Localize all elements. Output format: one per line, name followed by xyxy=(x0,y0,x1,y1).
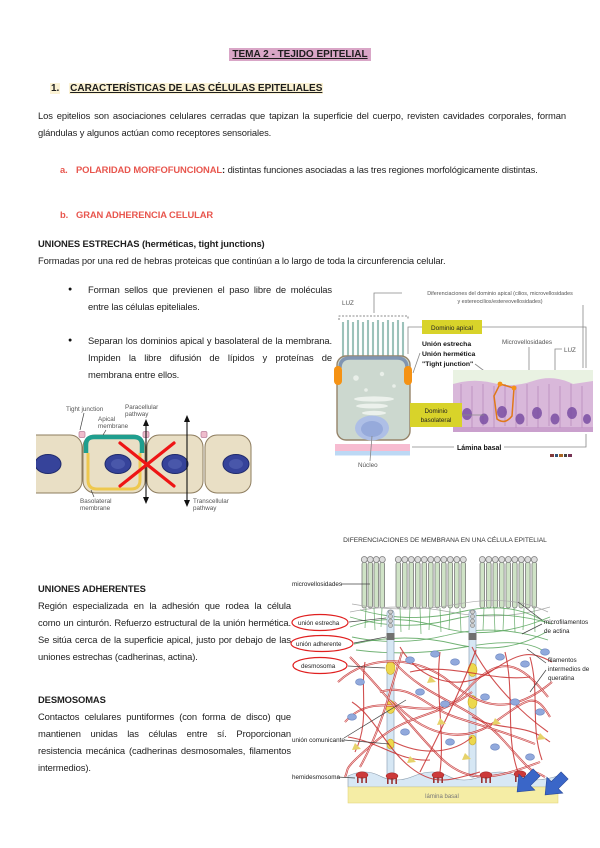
page-title xyxy=(0,49,600,60)
intro-paragraph: Los epitelios son asociaciones celulares cerradas que tapizan la superficie del cuerpo, revisten cavidades corporales, forman glándulas y algunos actúan como receptores sensoriales. xyxy=(38,110,566,138)
lamina-basal-band-label: lámina basal xyxy=(425,794,459,800)
union-estrecha-label: Unión estrecha xyxy=(422,341,472,348)
page-title-text: TEMA 2 - TEJIDO EPITELIAL xyxy=(229,48,370,61)
union-adherente-label: unión adherente xyxy=(296,641,342,648)
nucleo-label: Núcleo xyxy=(358,462,378,469)
membrane-diagram-title: DIFERENCIACIONES DE MEMBRANA EN UNA CÉLULA EPITELIAL xyxy=(343,537,547,544)
lamina-basal-band-pink xyxy=(335,444,410,451)
basolateral-label-line2: membrane xyxy=(80,505,111,512)
luz-left-label: LUZ xyxy=(342,300,354,307)
basolateral-label-line1: Basolateral xyxy=(80,498,112,505)
item-a-lead: POLARIDAD MORFOFUNCIONAL xyxy=(76,164,223,175)
nucleolus xyxy=(361,421,383,437)
uniones-adherentes-block xyxy=(38,580,291,665)
tight-junction-dot-left xyxy=(498,382,503,387)
bullet-icon: ● xyxy=(68,337,73,344)
desmosomas-heading: DESMOSOMAS xyxy=(38,694,106,705)
bullet-2-text: Separan los dominios apical y basolateral de la membrana. Impiden la libre difusión de lípidos y proteínas de membrana entre ellos. xyxy=(88,335,332,380)
tight-junction-label: Tight junction xyxy=(66,406,104,413)
list-item-b xyxy=(60,206,566,223)
apical-box-connector-left xyxy=(408,327,422,354)
bullet-1-text: Forman sellos que previenen el paso libre de moléculas entre las células epiteliales. xyxy=(88,284,332,312)
apical-differentiations-label-line1: Diferenciaciones del dominio apical (cilios, microvellosidades xyxy=(427,291,573,297)
apical-membrane-leader xyxy=(103,430,106,435)
transcellular-label-line1: Transcellular xyxy=(193,498,229,505)
transcellular-label-line2: pathway xyxy=(193,505,217,512)
lamina-basal-band-blue xyxy=(335,451,410,456)
histology-micrograph xyxy=(453,370,593,432)
filamentos-label-line3: queratina xyxy=(548,675,575,682)
apical-membrane-label-line1: Apical xyxy=(98,416,116,423)
microvilli-clusters xyxy=(361,557,537,609)
microvellosidades-label: Microvellosidades xyxy=(502,339,553,346)
union-estrecha-label: unión estrecha xyxy=(298,620,340,627)
dominio-basolateral-label-line2: basolateral xyxy=(420,417,452,424)
microfilamentos-label-line2: de actina xyxy=(544,628,570,635)
microvilli xyxy=(343,320,403,358)
uniones-adherentes-text: Región especializada en la adhesión que rodea la célula como un cinturón. Refuerzo estructural de la unión hermética. Se sitúa cerca de la superficie apical, justo por debajo de las uniones estrechas (cadherinas, actina). xyxy=(38,600,291,662)
list-item-a xyxy=(60,161,566,178)
luz-right-label: LUZ xyxy=(564,347,576,354)
dominio-apical-label: Dominio apical xyxy=(431,325,473,332)
uniones-estrechas-heading: UNIONES ESTRECHAS (herméticas, tight junctions) xyxy=(38,238,265,249)
tight-junction-left-marker xyxy=(334,366,342,385)
tight-junction-leader xyxy=(80,413,84,430)
desmosomas-text: Contactos celulares puntiformes (con forma de disco) que mantienen unidas las células entre sí. Proporcionan resistencia mecánica (cadherinas desmosomales, filamentos intermedios). xyxy=(38,711,291,773)
desmosoma-leader xyxy=(348,666,385,668)
tight-junction-right-marker xyxy=(404,366,412,385)
tight-junction-pathway-diagram xyxy=(36,398,266,516)
bracket-line-left xyxy=(374,293,402,313)
bullet-item-1 xyxy=(68,281,332,315)
item-a-colon: : xyxy=(222,164,226,175)
microvilli-bracket xyxy=(339,316,408,320)
item-a-marker: a. xyxy=(60,164,68,175)
epithelial-cell-diagram xyxy=(334,286,598,478)
microvellosidades-label: microvellosidades xyxy=(292,581,343,588)
section-heading xyxy=(50,83,323,94)
membrane-differentiations-diagram xyxy=(290,532,596,810)
desmosoma-label: desmosoma xyxy=(301,663,336,670)
lamina-basal-label: Lámina basal xyxy=(457,445,502,452)
section-heading-text: CARACTERÍSTICAS DE LAS CÉLULAS EPITELIALES xyxy=(70,83,323,94)
filamentos-label-line2: intermedios de xyxy=(548,666,590,673)
bullet-icon: ● xyxy=(68,286,73,293)
lamina-basal-leader-right xyxy=(504,434,586,447)
item-a-text-block xyxy=(76,161,566,178)
apical-membrane-label-line2: membrane xyxy=(98,423,129,430)
item-b-lead: GRAN ADHERENCIA CELULAR xyxy=(76,209,214,220)
union-comunicante-label: unión comunicante xyxy=(292,737,345,744)
dominio-basolateral-label-line1: Dominio xyxy=(424,408,448,415)
item-b-marker: b. xyxy=(60,209,69,220)
tight-junction-label: "Tight junction" xyxy=(422,361,474,368)
union-hermetica-label: Unión hermética xyxy=(422,351,476,358)
paracellular-label-line1: Paracellular xyxy=(125,404,159,411)
union-comunicante-leader-2 xyxy=(344,740,389,744)
uniones-adherentes-heading: UNIONES ADHERENTES xyxy=(38,583,146,594)
bullet-item-2 xyxy=(68,332,332,383)
paracellular-label-line2: pathway xyxy=(125,411,149,418)
apical-differentiations-label-line2: y estereocilios/estereovellosidades) xyxy=(457,299,543,305)
desmosomas-block xyxy=(38,691,291,776)
credit-smudge xyxy=(550,454,572,457)
hemidesmosoma-label: hemidesmosoma xyxy=(292,774,340,781)
filamentos-label-line1: filamentos xyxy=(548,657,577,664)
tight-junction-dot-right xyxy=(512,386,517,391)
junction-leader-left xyxy=(413,353,420,373)
microfilamentos-label-line1: microfilamentos xyxy=(544,619,589,626)
section-number: 1. xyxy=(51,83,60,94)
item-a-text: distintas funciones asociadas a las tres regiones morfológicamente distintas. xyxy=(225,164,538,175)
uniones-estrechas-desc: Formadas por una red de hebras proteicas que continúan a lo largo de toda la circunferencia celular. xyxy=(38,255,446,266)
